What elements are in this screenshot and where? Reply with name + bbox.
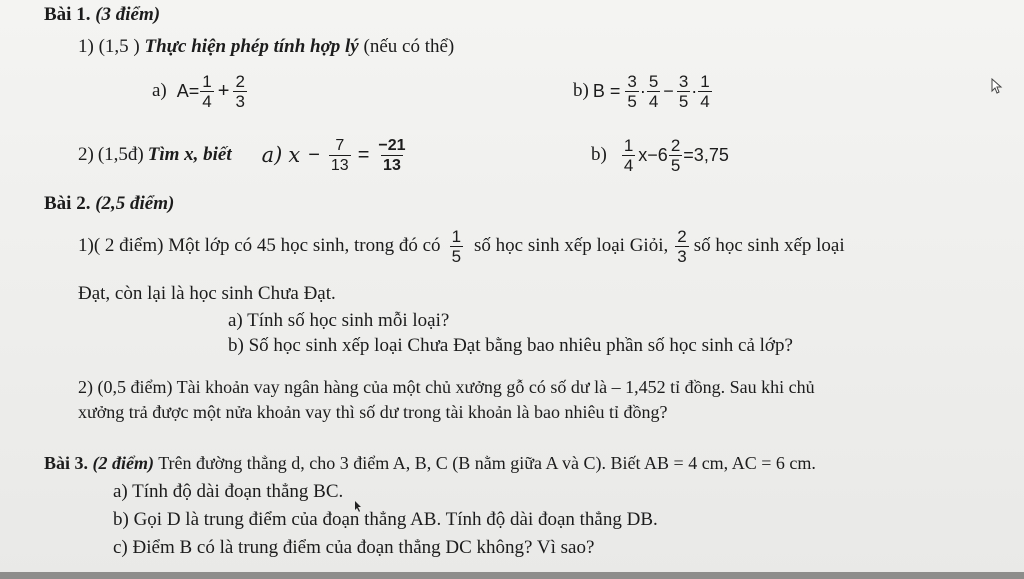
bai1-q1 (78, 36, 454, 58)
q2-points: (1,5đ) (97, 144, 144, 165)
fraction: $\frac{7}{13}$ (330, 136, 349, 174)
q2a-label: a) (261, 143, 283, 167)
dot-operator: · (639, 81, 646, 101)
q1b-label: b) (573, 80, 589, 101)
bai2-q2-line1: 2) (0,5 điểm) Tài khoản vay ngân hàng của một chủ xưởng gỗ có số dư là – 1,452 tỉ đồng. Sau khi chủ (78, 377, 815, 397)
bai1-q2 (78, 130, 409, 180)
q2b-rhs: =3,75 (683, 145, 729, 165)
bai1-heading (44, 4, 160, 26)
bai2-sub-a: a) Tính số học sinh mỗi loại? (228, 310, 450, 331)
bai2-title: Bài 2. (44, 193, 91, 214)
bai3-sub-b: b) Gọi D là trung điểm của đoạn thẳng AB. Tính độ dài đoạn thẳng DB. (113, 509, 658, 530)
q1a-label: a) (152, 80, 167, 101)
bai1-title: Bài 1. (44, 4, 91, 25)
bai1-points: (3 điểm) (95, 4, 161, 25)
bai2-heading (44, 193, 174, 215)
bai2-points: (2,5 điểm) (95, 193, 175, 214)
q1b-lhs: B = (592, 81, 621, 101)
bai2-sub-b: b) Số học sinh xếp loại Chưa Đạt bằng bao nhiêu phần số học sinh cả lớp? (228, 335, 793, 356)
bai3-points: (2 điểm) (92, 453, 154, 473)
fraction: $\frac{1}{4}$ (700, 71, 710, 111)
bai2-q1 (78, 220, 845, 272)
bai3-sub-c: c) Điểm B có là trung điểm của đoạn thẳng DC không? Vì sao? (113, 537, 595, 558)
bai1-q1b (573, 66, 713, 116)
bai1-q2b (591, 130, 729, 180)
mouse-pointer-icon (990, 78, 1004, 94)
fraction: $\frac{2}{3}$ (235, 71, 245, 111)
bai3-title: Bài 3. (44, 453, 89, 473)
mixed-whole: −6 (647, 145, 668, 165)
bai2-q1-text-end: số học sinh xếp loại (693, 235, 845, 256)
fraction: $\frac{3}{5}$ (678, 71, 689, 111)
bai2-q2-line2: xưởng trả được một nửa khoản vay thì số dư trong tài khoản là bao nhiêu tỉ đồng? (78, 402, 668, 422)
bai3-heading (44, 452, 816, 474)
variable-x: x (638, 145, 648, 165)
fraction: $\frac{2}{3}$ (677, 226, 687, 266)
equals-sign: = (357, 144, 370, 166)
q2-instruction: Tìm x, biết (147, 144, 232, 165)
dot-operator: · (691, 81, 698, 101)
bai1-q1a (152, 66, 248, 116)
bai3-sub-a: a) Tính độ dài đoạn thẳng BC. (113, 481, 344, 502)
plus-sign: + (217, 80, 230, 102)
bai2-q1-text-start: 1)( 2 điểm) Một lớp có 45 học sinh, trong đó có (78, 235, 441, 256)
fraction: $\frac{1}{4}$ (623, 135, 634, 175)
variable-x: x (288, 143, 301, 167)
fraction: $\frac{2}{5}$ (670, 135, 681, 175)
q1-instruction: Thực hiện phép tính hợp lý (144, 36, 359, 57)
bai2-q1-text-mid: số học sinh xếp loại Giỏi, (474, 235, 669, 256)
q1-number: 1) (78, 36, 94, 57)
q2b-label: b) (591, 144, 607, 165)
fraction: $\frac{1}{4}$ (202, 71, 212, 111)
q2-number: 2) (78, 144, 94, 165)
fraction: $\frac{3}{5}$ (627, 71, 637, 111)
fraction: $\frac{5}{4}$ (648, 71, 659, 111)
text-cursor-icon (354, 500, 364, 514)
fraction: $\frac{1}{5}$ (451, 226, 462, 266)
screen-bottom-edge (0, 572, 1024, 579)
q1a-lhs: A= (176, 81, 200, 101)
q1-points: (1,5 ) (98, 36, 140, 57)
bai2-q1-continuation: Đạt, còn lại là học sinh Chưa Đạt. (78, 283, 336, 304)
bai3-intro: Trên đường thẳng d, cho 3 điểm A, B, C (B nằm giữa A và C). Biết AB = 4 cm, AC = 6 cm. (158, 453, 816, 473)
q1-note: (nếu có thể) (363, 36, 455, 57)
minus-sign: − (663, 81, 674, 101)
fraction: $\frac{-21}{13}$ (378, 136, 406, 174)
minus-sign: − (308, 144, 320, 166)
